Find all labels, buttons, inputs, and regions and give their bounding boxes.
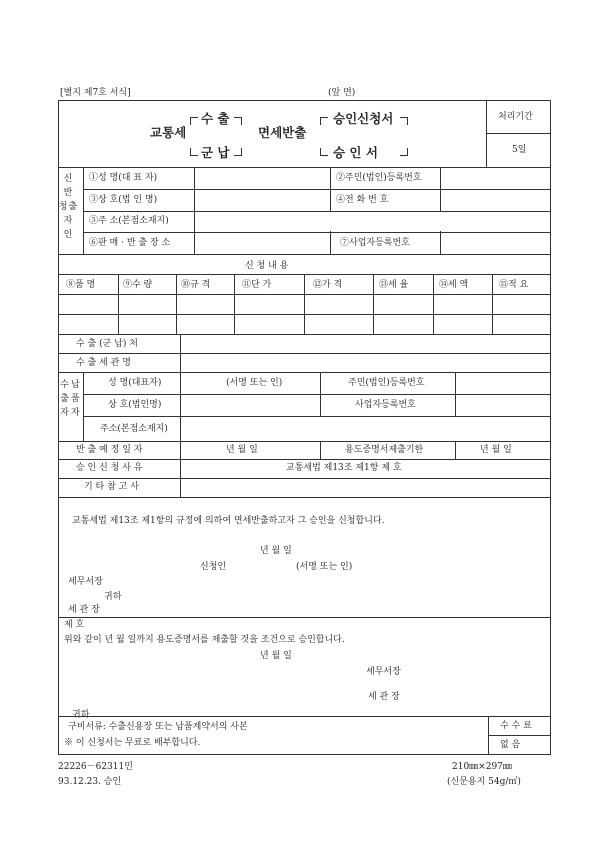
paper-type: (신문용지 54g/㎡)	[447, 777, 521, 787]
field-phone[interactable]	[441, 190, 550, 210]
label-resident-no: ②주민(법인)등록번호	[336, 173, 422, 183]
col-tax-amount: ⑭세 액	[439, 280, 469, 290]
label-release-date: 반 출 예 정 일 자	[76, 445, 143, 455]
field-other-remarks[interactable]	[181, 479, 550, 496]
col-item: ⑧품 명	[66, 280, 96, 290]
paper-size: 210㎜×297㎜	[452, 762, 512, 772]
importer-section-label: 수 납 출 품 자 자	[60, 380, 80, 418]
importer-sign: (서명 또는 인)	[226, 378, 283, 388]
declaration-customs: 세 관 장	[68, 605, 100, 615]
table-row[interactable]	[59, 295, 550, 313]
form-id: [별지 제7호 서식]	[60, 88, 131, 98]
label-place: ⑥판 매 · 반 출 장 소	[89, 238, 171, 248]
field-place[interactable]	[195, 233, 329, 253]
field-proof-deadline[interactable]: 년 월 일	[480, 445, 512, 455]
fee-value: 없 음	[500, 740, 521, 750]
label-company: ③상 호(법 인 명)	[89, 195, 158, 205]
processing-value: 5일	[512, 145, 527, 155]
declaration-office: 세무서장	[68, 577, 103, 587]
field-importer-biz-no[interactable]	[456, 395, 550, 415]
declaration-applicant: 신청인	[200, 562, 227, 572]
fee-label: 수 수 료	[500, 721, 532, 731]
col-unit-price: ⑪단 가	[242, 280, 272, 290]
field-resident-no[interactable]	[441, 168, 550, 188]
label-name: ①성 명(대 표 자)	[89, 173, 158, 183]
field-release-date[interactable]: 년 월 일	[226, 445, 258, 455]
field-importer-company[interactable]	[181, 395, 319, 415]
declaration-to: 귀하	[104, 592, 122, 602]
processing-label: 처리기간	[498, 112, 533, 122]
col-spec: ⑩규 격	[181, 280, 211, 290]
approval-no: 제 호	[64, 620, 85, 630]
col-price: ⑫가 격	[313, 280, 343, 290]
approval-office: 세무서장	[366, 667, 401, 677]
label-importer-resident-no: 주민(법인)등록번호	[348, 378, 425, 388]
title-tax: 교통세	[150, 125, 187, 140]
declaration-text: 교통세법 제13조 제1항의 규정에 의하여 면세반출하고자 그 승인을 신청합니다.	[72, 516, 385, 526]
field-importer-address[interactable]	[181, 417, 550, 440]
label-address: ⑤주 소(본점소재지)	[89, 216, 169, 226]
applicant-section-label: 신 반 청 출 자 인	[58, 174, 78, 240]
field-company[interactable]	[195, 190, 329, 210]
label-reason: 승 인 신 청 사 유	[76, 463, 143, 473]
label-export-dest: 수 출 (군 납) 처	[76, 339, 138, 349]
declaration-sign: (서명 또는 인)	[296, 562, 353, 572]
field-export-customs[interactable]	[181, 354, 550, 371]
page-side: (앞 면)	[328, 88, 356, 98]
label-other-remarks: 기 타 참 고 사	[84, 482, 139, 492]
title-middle: 면세반출	[258, 125, 307, 140]
col-remarks: ⑮적 요	[499, 280, 529, 290]
label-proof-deadline: 용도증명서제출기한	[345, 445, 424, 455]
request-title: 신 청 내 용	[245, 261, 289, 271]
approval-to: 귀하	[72, 710, 90, 720]
print-code: 22226－62311민	[58, 762, 133, 772]
approval-date: 년 월 일	[260, 651, 292, 661]
field-name[interactable]	[195, 168, 329, 188]
title-military: 군 납	[201, 145, 230, 160]
title-application: 승인신청서	[333, 111, 394, 126]
field-reason: 교통세법 제13조 제1항 제 호	[286, 463, 402, 473]
field-importer-resident-no[interactable]	[456, 373, 550, 393]
label-biz-no: ⑦사업자등록번호	[340, 238, 410, 248]
field-biz-no[interactable]	[441, 233, 550, 253]
col-tax-rate: ⑬세 율	[379, 280, 409, 290]
label-importer-biz-no: 사업자등록번호	[355, 400, 416, 410]
declaration-date: 년 월 일	[260, 546, 292, 556]
table-row[interactable]	[59, 315, 550, 333]
approval-customs: 세 관 장	[368, 692, 400, 702]
approval-text: 위와 같이 년 월 일까지 용도증명서를 제출할 것을 조건으로 승인합니다.	[64, 635, 345, 645]
label-export-customs: 수 출 세 관 명	[76, 358, 131, 368]
label-phone: ④전 화 번 호	[336, 195, 389, 205]
print-approved: 93.12.23. 승인	[58, 777, 122, 787]
footer-docs: 구비서류: 수출신용장 또는 납품계약서의 사본	[68, 722, 248, 732]
title-approval: 승 인 서	[333, 145, 378, 160]
field-export-dest[interactable]	[181, 335, 550, 352]
title-export: 수 출	[201, 111, 230, 126]
col-qty: ⑨수 량	[123, 280, 153, 290]
label-importer-company: 상 호(법인명)	[108, 400, 162, 410]
label-importer-name: 성 명(대표자)	[108, 378, 162, 388]
label-importer-address: 주소(본점소재지)	[100, 424, 168, 434]
footer-note: ※ 이 신청서는 무료로 배부합니다.	[64, 738, 201, 748]
